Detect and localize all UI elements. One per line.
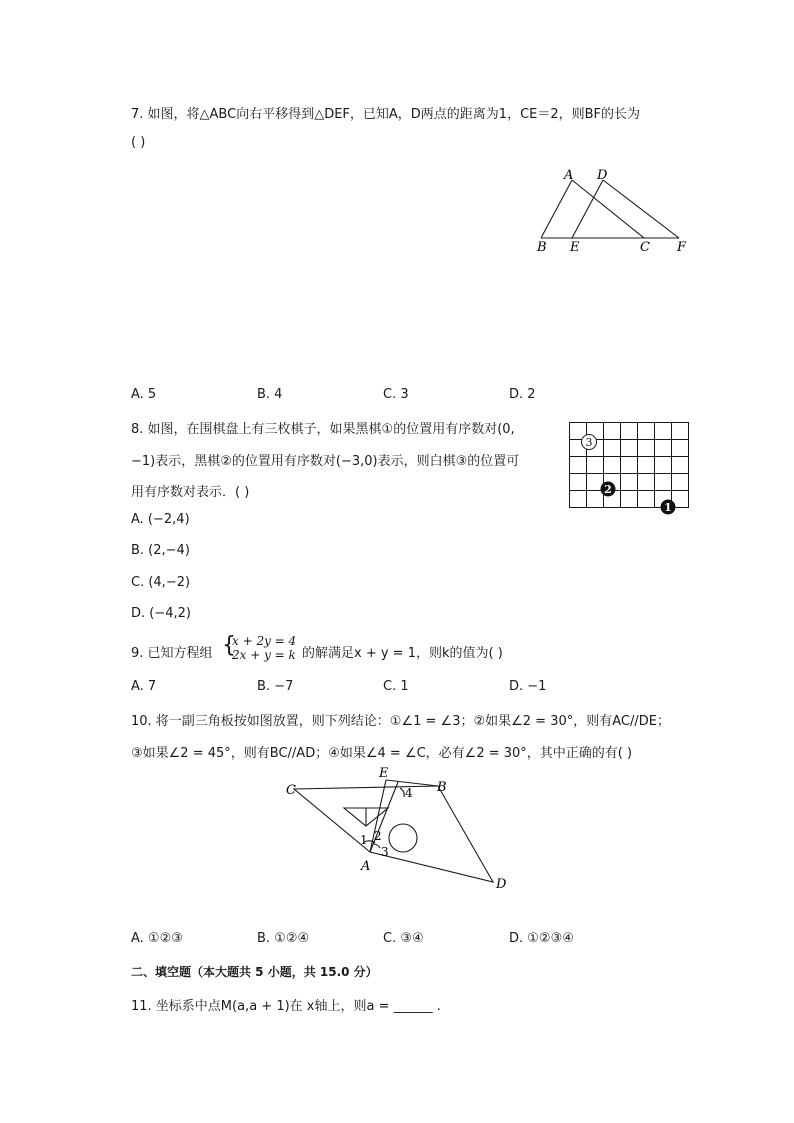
q9-equation-1: x + 2y = 4 — [232, 634, 297, 648]
q10-circle — [389, 824, 417, 852]
q7-side-df — [603, 180, 679, 238]
q7-label-b: B — [537, 240, 547, 255]
q10-label-d: D — [496, 877, 507, 892]
q8-line-3: 用有序数对表示．( ) — [131, 485, 250, 500]
q10-label-a: A — [361, 859, 371, 874]
q10-quadrilateral — [294, 786, 493, 882]
q9-option-c: C. 1 — [383, 679, 409, 694]
q8-option-b: B. (2,−4) — [131, 543, 190, 558]
q9-option-b: B. −7 — [257, 679, 294, 694]
q9-prefix: 9. 已知方程组 — [131, 646, 213, 661]
q10-label-b: B — [437, 780, 447, 795]
section-2-heading: 二、填空题（本大题共 5 小题，共 15.0 分） — [131, 965, 378, 979]
q7-label-f: F — [677, 240, 687, 255]
q7-label-a: A — [564, 168, 574, 183]
q7-label-c: C — [640, 240, 650, 255]
q7-option-a: A. 5 — [131, 387, 157, 402]
q7-option-b: B. 4 — [257, 387, 283, 402]
q10-line-1: 10. 将一副三角板按如图放置，则下列结论：①∠1 = ∠3；②如果∠2 = 30°，则有AC//DE； — [131, 714, 670, 729]
q7-figure — [530, 163, 700, 255]
q10-option-c: C. ③④ — [383, 931, 424, 946]
q8-option-d: D. (−4,2) — [131, 606, 191, 621]
q10-angle-mark-3 — [374, 844, 380, 848]
black-stone-2-label: 2 — [604, 483, 612, 496]
q9-suffix: 的解满足x + y = 1，则k的值为( ) — [302, 646, 503, 661]
q7-side-ac — [572, 180, 644, 238]
white-stone-3-label: 3 — [585, 436, 593, 449]
q10-label-c: C — [286, 783, 296, 798]
q10-label-e: E — [379, 766, 389, 781]
q7-option-d: D. 2 — [509, 387, 536, 402]
q11-text: 11. 坐标系中点M(a,a + 1)在 x轴上，则a = ______ . — [131, 999, 441, 1014]
q9-equation-2: 2x + y = k — [232, 648, 296, 662]
q8-option-a: A. (−2,4) — [131, 512, 190, 527]
q9-system-brace: { — [222, 633, 236, 658]
q10-angle-label-1: 1 — [360, 833, 368, 847]
q7-option-c: C. 3 — [383, 387, 409, 402]
q10-option-d: D. ①②③④ — [509, 931, 574, 946]
q9-option-a: A. 7 — [131, 679, 157, 694]
q7-label-d: D — [597, 168, 608, 183]
black-stone-1-label: 1 — [664, 501, 672, 514]
q7-answer-blank: ( ) — [131, 135, 146, 150]
q10-angle-label-4: 4 — [405, 786, 413, 800]
q10-angle-mark-4 — [400, 788, 404, 797]
q7-side-ed — [572, 180, 603, 238]
q7-label-e: E — [570, 240, 580, 255]
q10-option-a: A. ①②③ — [131, 931, 183, 946]
q7-text: 7. 如图，将△ABC向右平移得到△DEF，已知A，D两点的距离为1，CE＝2，则BF的长为 — [131, 107, 641, 122]
q7-side-ba — [541, 180, 572, 238]
q8-line-1: 8. 如图，在围棋盘上有三枚棋子，如果黑棋①的位置用有序数对(0, — [131, 422, 515, 437]
q8-option-c: C. (4,−2) — [131, 575, 191, 590]
q10-set-squares-figure — [278, 764, 518, 894]
q10-angle-label-3: 3 — [381, 845, 389, 859]
q10-line-2: ③如果∠2 = 45°，则有BC//AD；④如果∠4 = ∠C，必有∠2 = 30°，其中正确的有( ) — [131, 746, 633, 761]
go-board-figure — [566, 419, 696, 519]
q10-angle-label-2: 2 — [374, 829, 382, 843]
q10-option-b: B. ①②④ — [257, 931, 310, 946]
q8-line-2: −1)表示，黑棋②的位置用有序数对(−3,0)表示，则白棋③的位置可 — [131, 454, 520, 469]
q9-option-d: D. −1 — [509, 679, 547, 694]
